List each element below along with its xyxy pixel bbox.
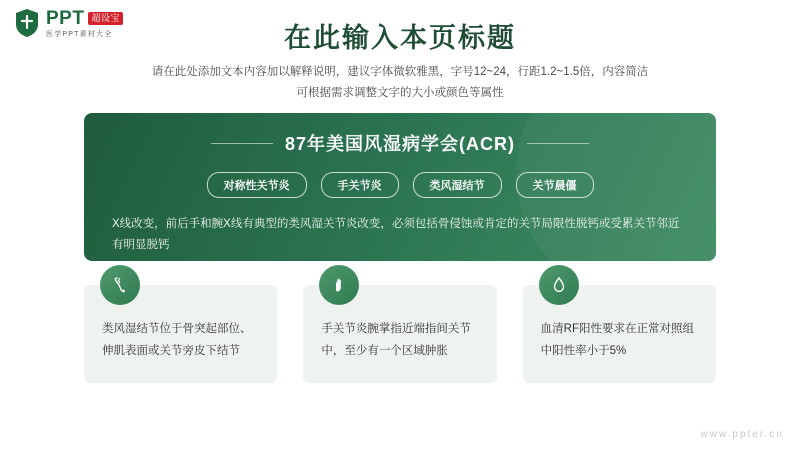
- info-card: [84, 285, 277, 383]
- pill-item[interactable]: 类风湿结节: [413, 172, 502, 198]
- logo-brand: PPT: [46, 7, 85, 29]
- banner-title: 87年美国风湿病学会(ACR): [284, 134, 515, 154]
- card-text: 类风湿结节位于骨突起部位、伸肌表面或关节旁皮下结节: [102, 323, 252, 357]
- pill-list: [84, 172, 716, 198]
- logo-subtitle: 医学PPT素材大全: [46, 30, 113, 38]
- subtitle-line-2: 可根据需求调整文字的大小或颜色等属性: [296, 87, 504, 100]
- pill-item[interactable]: 对称性关节炎: [207, 172, 307, 198]
- banner-body-text: X线改变，前后手和腕X线有典型的类风湿关节炎改变，必须包括骨侵蚀或肯定的关节局限性脱钙或受累关节邻近有明显脱钙: [112, 218, 680, 251]
- card-list: [84, 285, 716, 383]
- divider-left: [211, 143, 273, 144]
- page-title: 在此输入本页标题: [284, 23, 516, 53]
- pill-item[interactable]: 手关节炎: [321, 172, 399, 198]
- banner-header: [84, 130, 716, 156]
- logo-badge: 超设宝: [88, 12, 123, 25]
- bone-icon: [100, 265, 140, 305]
- info-card: [303, 285, 496, 383]
- card-text: 血清RF阳性要求在正常对照组中阳性率小于5%: [540, 323, 694, 357]
- info-card: [523, 285, 716, 383]
- hand-icon: [319, 265, 359, 305]
- blood-drop-icon: [539, 265, 579, 305]
- pill-item[interactable]: 关节晨僵: [516, 172, 594, 198]
- subtitle-line-1: 请在此处添加文本内容加以解释说明，建议字体微软雅黑，字号12~24，行距1.2~1.5倍，内容简洁: [151, 66, 649, 78]
- page-subtitle: [0, 62, 800, 105]
- criteria-banner: [84, 113, 716, 261]
- watermark: www.ppter.cn: [700, 429, 784, 440]
- divider-right: [527, 143, 589, 144]
- card-text: 手关节炎腕掌指近端指间关节中，至少有一个区域肿胀: [321, 323, 471, 357]
